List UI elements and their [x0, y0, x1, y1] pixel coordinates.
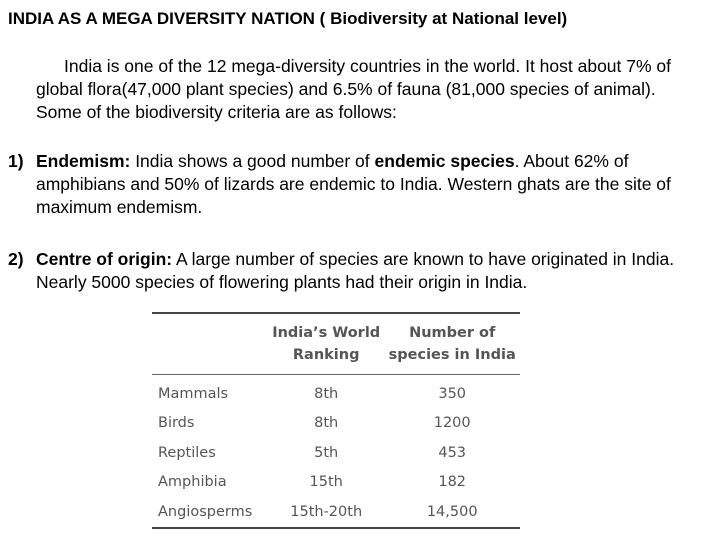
point-text-before: India shows a good number of [130, 151, 375, 171]
page-title: INDIA AS A MEGA DIVERSITY NATION ( Biodiversity at National level) [8, 9, 568, 28]
point-text-after: . About 62% of amphibians and 50% of lizards are endemic to India. Western ghats are the site of maximum endemism. [36, 151, 671, 217]
row-ranking: 8th [314, 415, 339, 432]
point-endemism [8, 150, 714, 219]
point-number: 2) [8, 249, 24, 269]
point-term: Centre of origin: [36, 249, 173, 269]
species-table [152, 312, 520, 529]
row-species: 14,500 [426, 503, 478, 520]
header-species [384, 313, 520, 375]
header-species-line1: Number of [409, 325, 496, 341]
table-row [152, 409, 520, 439]
header-blank-cell [152, 313, 268, 375]
point-body [36, 150, 714, 219]
row-category: Mammals [158, 385, 229, 402]
point-emphasis: endemic species [374, 151, 515, 171]
table-row [152, 468, 520, 498]
point-centre-of-origin [8, 248, 714, 294]
row-ranking: 15th-20th [290, 503, 363, 520]
header-species-line2: species in India [388, 347, 516, 363]
point-body [36, 248, 714, 294]
row-species: 350 [438, 385, 467, 402]
table-row [152, 497, 520, 528]
row-ranking: 15th [309, 474, 343, 491]
point-term: Endemism: [36, 151, 131, 171]
header-ranking-line2: Ranking [292, 347, 360, 363]
intro-paragraph: India is one of the 12 mega-diversity countries in the world. It host about 7% of global flora(47,000 plant species) and 6.5% of fauna (81,000 species of animal). Some of the biodiversity criteria are as follows: [36, 56, 672, 122]
point-text: A large number of species are known to have originated in India. Nearly 5000 species of flowering plants had their origin in India. [36, 249, 675, 292]
table-header-row [152, 313, 520, 375]
row-species: 1200 [433, 415, 471, 432]
row-species: 453 [438, 444, 467, 461]
table-row [152, 375, 520, 409]
table-row [152, 438, 520, 468]
header-ranking-line1: India’s World [272, 325, 381, 341]
header-ranking [268, 313, 384, 375]
row-ranking: 8th [314, 385, 339, 402]
row-species: 182 [438, 474, 467, 491]
row-category: Reptiles [158, 444, 216, 461]
point-number: 1) [8, 151, 24, 171]
row-category: Amphibia [158, 474, 227, 491]
row-ranking: 5th [314, 444, 339, 461]
row-category: Birds [158, 415, 195, 432]
row-category: Angiosperms [158, 503, 253, 520]
